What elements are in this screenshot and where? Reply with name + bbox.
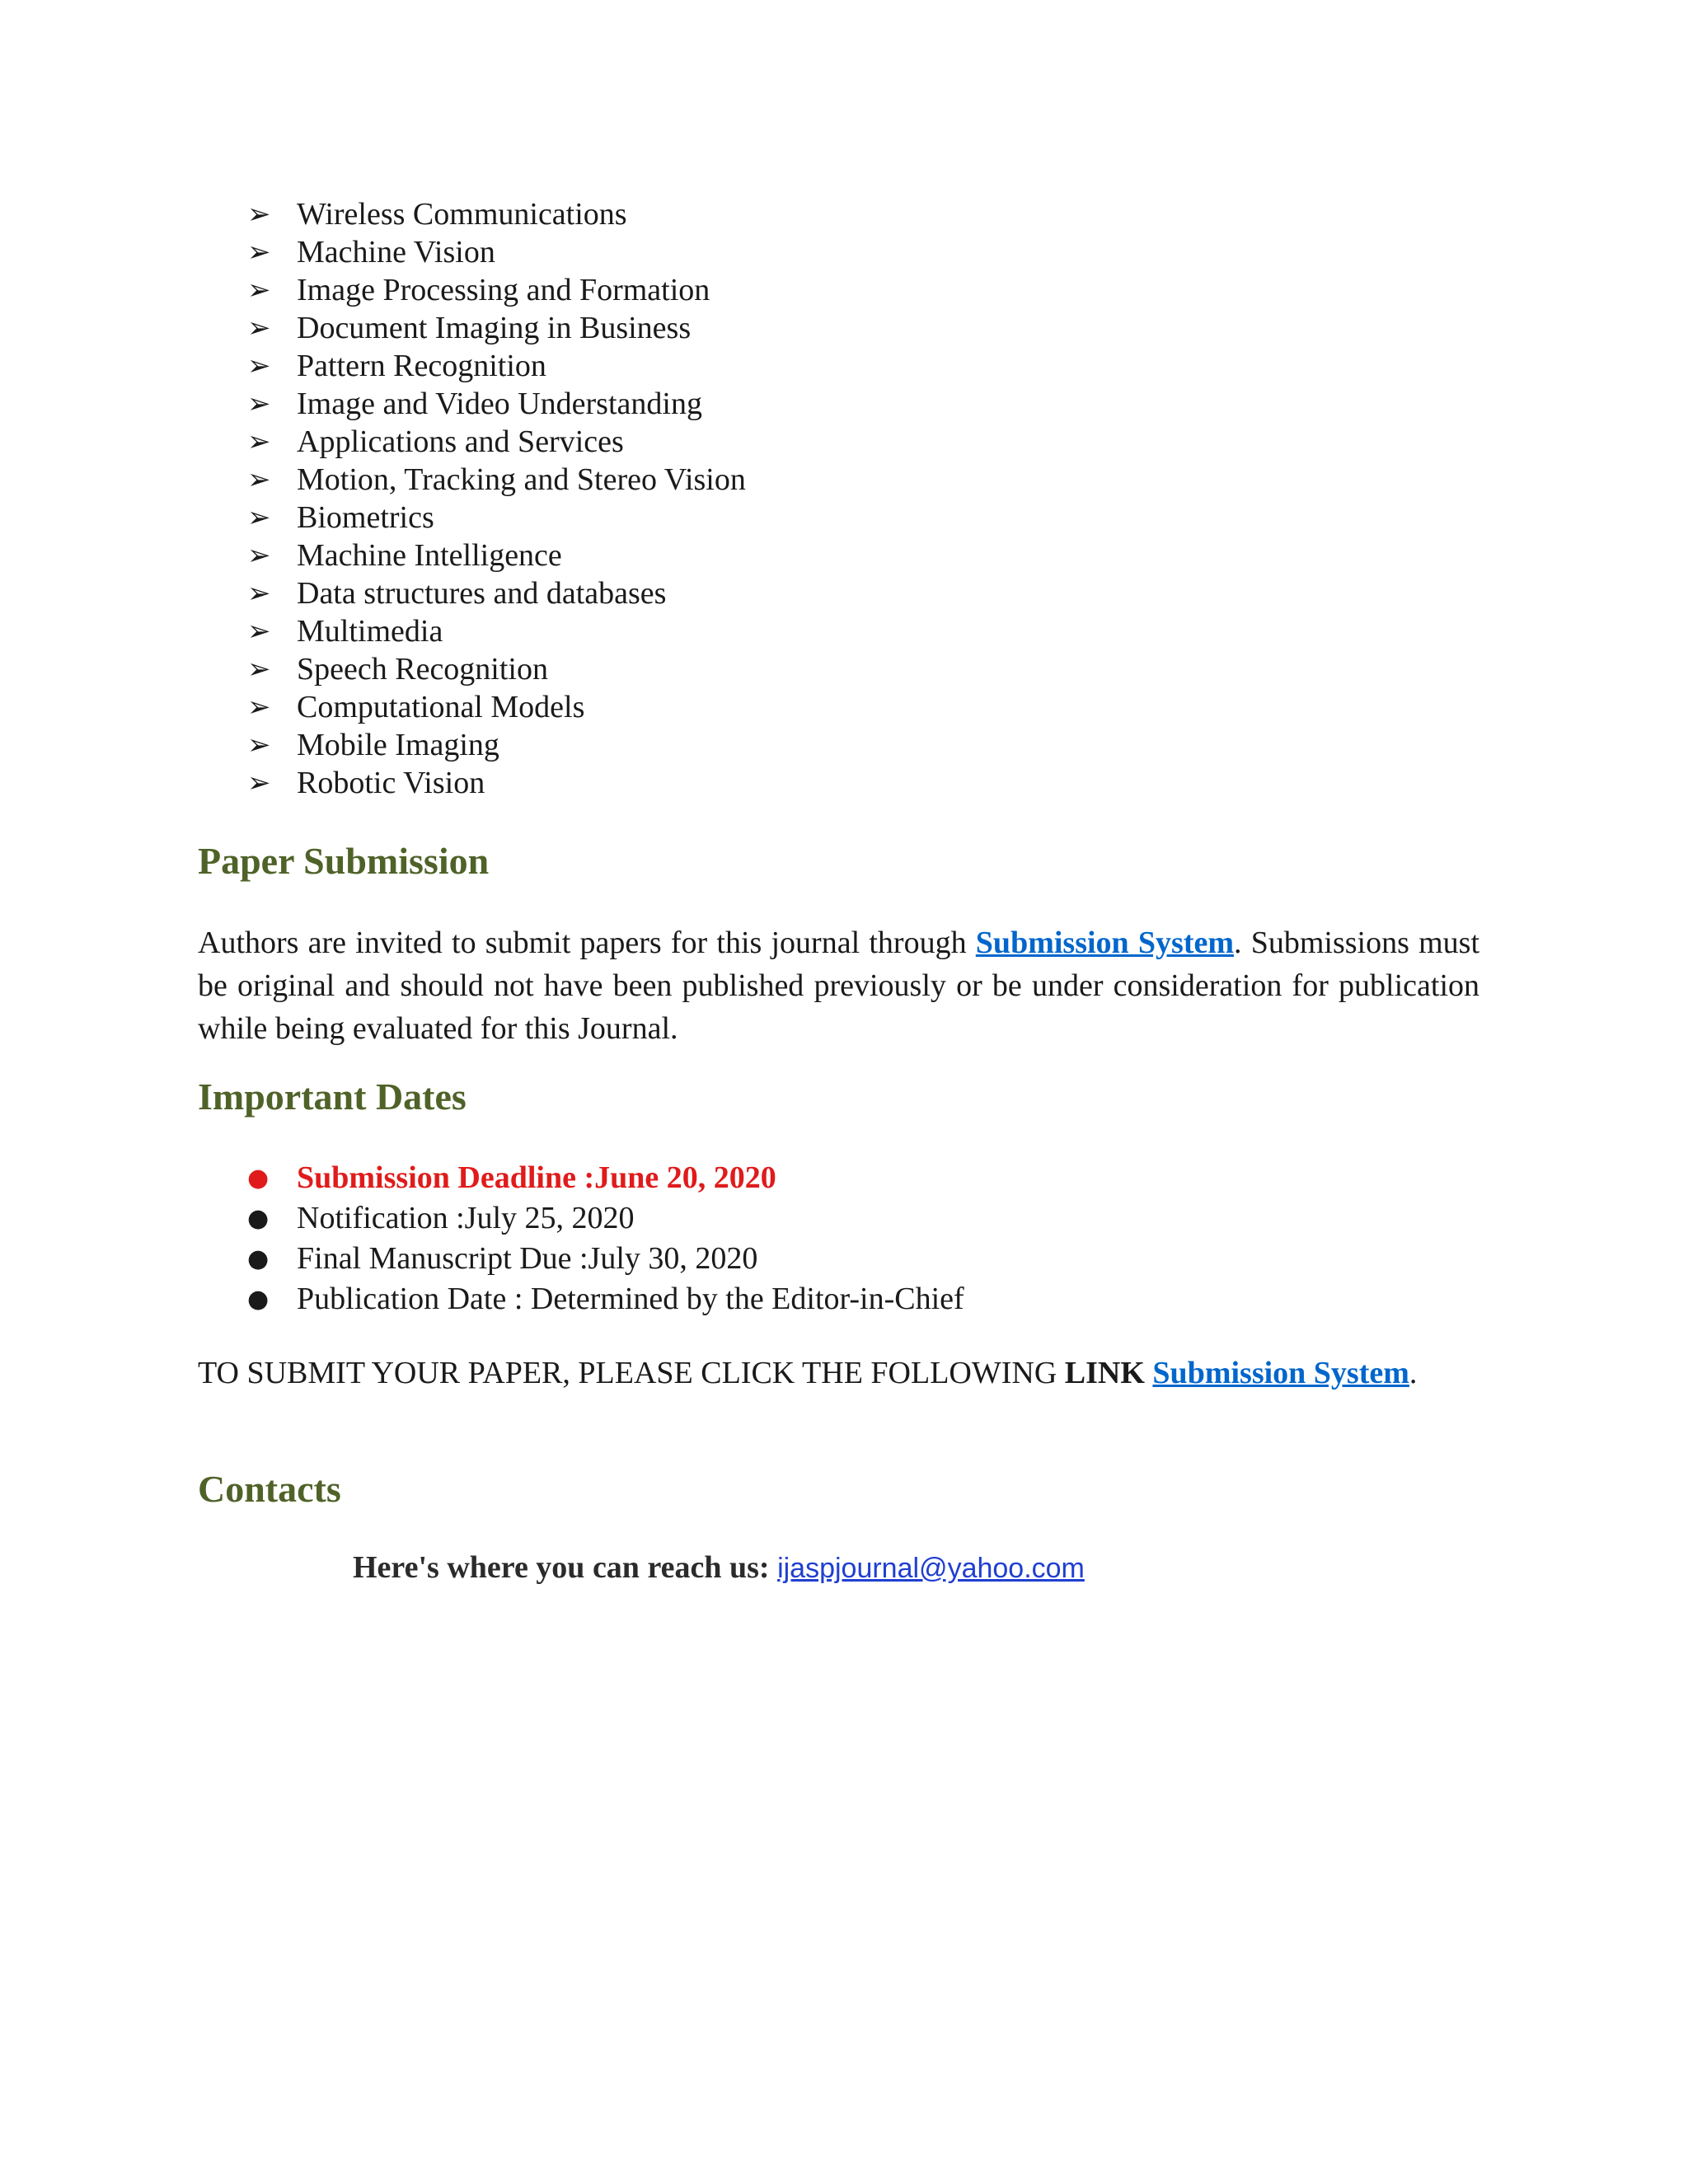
list-item — [247, 347, 746, 385]
arrowhead-bullet-icon: ➢ — [247, 653, 271, 686]
topic-label: Pattern Recognition — [297, 349, 546, 383]
list-item — [247, 385, 746, 423]
submit-instruction-bold: LINK — [1064, 1356, 1145, 1390]
paragraph-text-start: Authors are invited to submit papers for this journal through — [198, 926, 976, 960]
arrowhead-bullet-icon: ➢ — [247, 463, 271, 496]
list-item — [247, 612, 746, 650]
topic-label: Machine Intelligence — [297, 538, 562, 573]
topic-label: Document Imaging in Business — [297, 311, 692, 345]
list-item — [247, 726, 746, 764]
list-item — [247, 1239, 964, 1279]
important-dates-heading: Important Dates — [198, 1076, 467, 1118]
topic-label: Image Processing and Formation — [297, 273, 710, 307]
arrowhead-bullet-icon: ➢ — [247, 312, 271, 344]
paper-submission-paragraph — [198, 921, 1479, 1050]
arrowhead-bullet-icon: ➢ — [247, 274, 271, 307]
list-item — [247, 1158, 964, 1198]
contacts-heading: Contacts — [198, 1468, 341, 1510]
list-item — [247, 764, 746, 802]
email-link[interactable]: ijaspjournal@yahoo.com — [777, 1553, 1085, 1584]
submit-instruction — [198, 1354, 1451, 1392]
arrowhead-bullet-icon: ➢ — [247, 729, 271, 762]
list-item — [247, 461, 746, 499]
list-item — [247, 1198, 964, 1239]
arrowhead-bullet-icon: ➢ — [247, 501, 271, 534]
round-bullet-icon: ● — [247, 1204, 270, 1233]
contact-label: Here's where you can reach us: — [353, 1550, 770, 1585]
arrowhead-bullet-icon: ➢ — [247, 691, 271, 724]
paragraph-text-end: . Submissions must be original and should not have been published previously or be under consideration for publication while being evaluated for this Journal. — [198, 926, 1480, 1046]
arrowhead-bullet-icon: ➢ — [247, 615, 271, 648]
list-item — [247, 309, 746, 347]
arrowhead-bullet-icon: ➢ — [247, 425, 271, 458]
list-item — [247, 423, 746, 461]
topic-label: Computational Models — [297, 690, 585, 724]
topic-label: Motion, Tracking and Stereo Vision — [297, 462, 746, 497]
date-label: Submission Deadline :June 20, 2020 — [297, 1160, 776, 1195]
topic-label: Image and Video Understanding — [297, 387, 702, 421]
list-item — [247, 574, 746, 612]
date-label: Final Manuscript Due :July 30, 2020 — [297, 1241, 758, 1276]
topic-label: Mobile Imaging — [297, 728, 499, 762]
date-label: Publication Date : Determined by the Editor-in-Chief — [297, 1282, 964, 1316]
list-item — [247, 195, 746, 233]
list-item — [247, 650, 746, 688]
topic-label: Machine Vision — [297, 235, 495, 269]
list-item — [247, 271, 746, 309]
topics-list — [247, 195, 746, 802]
contact-line — [353, 1549, 1085, 1586]
list-item — [247, 233, 746, 271]
date-label: Notification :July 25, 2020 — [297, 1201, 635, 1235]
topic-label: Robotic Vision — [297, 766, 485, 800]
topic-label: Applications and Services — [297, 424, 624, 459]
arrowhead-bullet-icon: ➢ — [247, 577, 271, 610]
topic-label: Multimedia — [297, 614, 443, 649]
topic-label: Wireless Communications — [297, 197, 627, 232]
topic-label: Biometrics — [297, 500, 434, 535]
list-item — [247, 499, 746, 537]
important-dates-list — [247, 1158, 964, 1319]
list-item — [247, 1279, 964, 1319]
submit-instruction-text: TO SUBMIT YOUR PAPER, PLEASE CLICK THE FOLLOWING — [198, 1356, 1065, 1390]
arrowhead-bullet-icon: ➢ — [247, 387, 271, 420]
round-bullet-icon: ● — [247, 1285, 270, 1314]
submission-system-link-2[interactable]: Submission System — [1152, 1356, 1409, 1390]
topic-label: Speech Recognition — [297, 652, 548, 687]
arrowhead-bullet-icon: ➢ — [247, 198, 271, 231]
arrowhead-bullet-icon: ➢ — [247, 236, 271, 269]
round-bullet-icon: ● — [247, 1244, 270, 1273]
paper-submission-heading: Paper Submission — [198, 840, 490, 882]
arrowhead-bullet-icon: ➢ — [247, 539, 271, 572]
list-item — [247, 537, 746, 574]
topic-label: Data structures and databases — [297, 576, 667, 611]
arrowhead-bullet-icon: ➢ — [247, 766, 271, 799]
arrowhead-bullet-icon: ➢ — [247, 349, 271, 382]
round-bullet-icon: ● — [247, 1164, 270, 1193]
submission-system-link[interactable]: Submission System — [975, 926, 1234, 960]
list-item — [247, 688, 746, 726]
submit-period: . — [1409, 1356, 1418, 1390]
